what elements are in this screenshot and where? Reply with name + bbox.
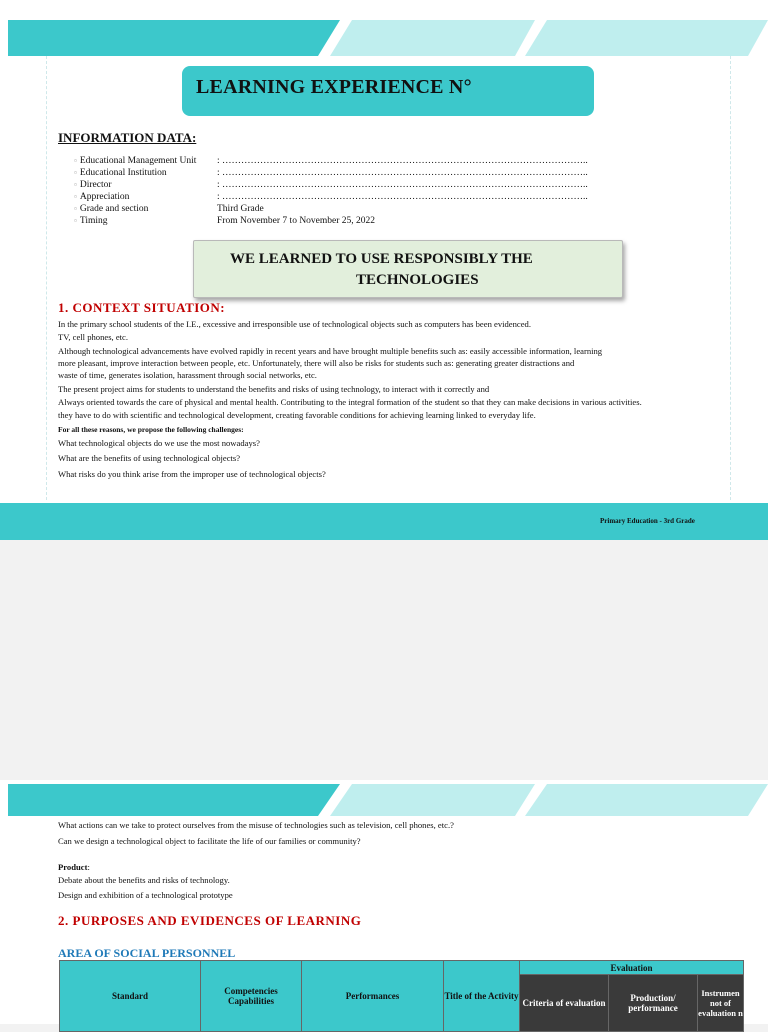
info-value: : …………………………………………………………………………………………………….. <box>217 156 588 166</box>
info-value: Third Grade <box>217 204 264 214</box>
info-value: From November 7 to November 25, 2022 <box>217 216 376 226</box>
header-instrument: Instrumen not of evaluation n <box>698 975 744 1032</box>
evaluation-table <box>59 960 744 1032</box>
info-heading: INFORMATION DATA: <box>58 130 197 145</box>
challenge-question: What risks do you think arise from the improper use of technological objects? <box>58 469 326 479</box>
challenge-question: Can we design a technological object to facilitate the life of our families or community? <box>58 836 361 846</box>
info-value: : …………………………………………………………………………………………………….. <box>217 180 588 190</box>
header-band <box>0 784 768 820</box>
banner-line-1: WE LEARNED TO USE RESPONSIBLY THE <box>230 251 533 267</box>
product-item: Design and exhibition of a technological prototype <box>58 890 233 900</box>
challenge-question: What technological objects do we use the most nowadays? <box>58 438 260 448</box>
page-title: LEARNING EXPERIENCE N° <box>196 76 472 98</box>
context-line: more pleasant, improve interaction between people, etc. Unfortunately, there will also be risks for students such as: generating greater distractions and <box>58 358 575 368</box>
context-heading: 1. CONTEXT SITUATION: <box>58 300 226 315</box>
header-production: Production/ performance <box>609 975 698 1032</box>
context-line: The present project aims for students to understand the benefits and risks of using technology, to interact with it correctly and <box>58 384 490 394</box>
area-heading: AREA OF SOCIAL PERSONNEL <box>58 946 236 960</box>
context-line: In the primary school students of the I.E., excessive and irresponsible use of technological objects such as computers has been evidenced. <box>58 319 531 329</box>
info-label: ▫ Director <box>74 180 112 190</box>
purposes-heading: 2. PURPOSES AND EVIDENCES OF LEARNING <box>58 913 362 928</box>
challenge-question: What are the benefits of using technological objects? <box>58 453 241 463</box>
title-box <box>182 66 594 116</box>
margin-line-left <box>46 56 47 500</box>
info-value: : …………………………………………………………………………………………………….. <box>217 192 588 202</box>
page-footer <box>0 503 768 540</box>
product-label: Product: <box>58 862 90 872</box>
context-line: Always oriented towards the care of physical and mental health. Contributing to the integral formation of the student so that they can make decisions in various activities. <box>58 397 642 407</box>
challenges-intro: For all these reasons, we propose the following challenges: <box>58 425 244 434</box>
context-line: Although technological advancements have evolved rapidly in recent years and have brought multiple benefits such as: easily accessible information, learning <box>58 346 603 356</box>
info-label: ▫ Educational Institution <box>74 168 167 178</box>
banner-line-2: TECHNOLOGIES <box>356 272 479 288</box>
info-label: ▫ Educational Management Unit <box>74 156 197 166</box>
context-line: they have to do with scientific and technological development, creating favorable conditions for achieving learning linked to everyday life. <box>58 410 536 420</box>
context-line: waste of time, generates isolation, harassment through social networks, etc. <box>58 370 317 380</box>
margin-line-right <box>730 56 731 500</box>
footer-label: Primary Education - 3rd Grade <box>600 517 695 525</box>
info-label: ▫ Timing <box>74 216 108 226</box>
context-line: TV, cell phones, etc. <box>58 332 129 342</box>
header-standard: Standard <box>60 961 201 1032</box>
project-title-banner <box>193 240 623 298</box>
header-title-activity: Title of the Activity <box>444 961 520 1032</box>
header-competencies: Competencies Capabilities <box>201 961 302 1032</box>
header-band <box>0 20 768 56</box>
header-criteria: Criteria of evaluation <box>520 975 609 1032</box>
info-value: : …………………………………………………………………………………………………….. <box>217 168 588 178</box>
header-evaluation: Evaluation <box>520 961 744 975</box>
challenge-question: What actions can we take to protect ourselves from the misuse of technologies such as television, cell phones, etc.? <box>58 820 454 830</box>
info-label: ▫ Appreciation <box>74 192 130 202</box>
header-performances: Performances <box>302 961 444 1032</box>
info-label: ▫ Grade and section <box>74 204 149 214</box>
product-item: Debate about the benefits and risks of technology. <box>58 875 230 885</box>
